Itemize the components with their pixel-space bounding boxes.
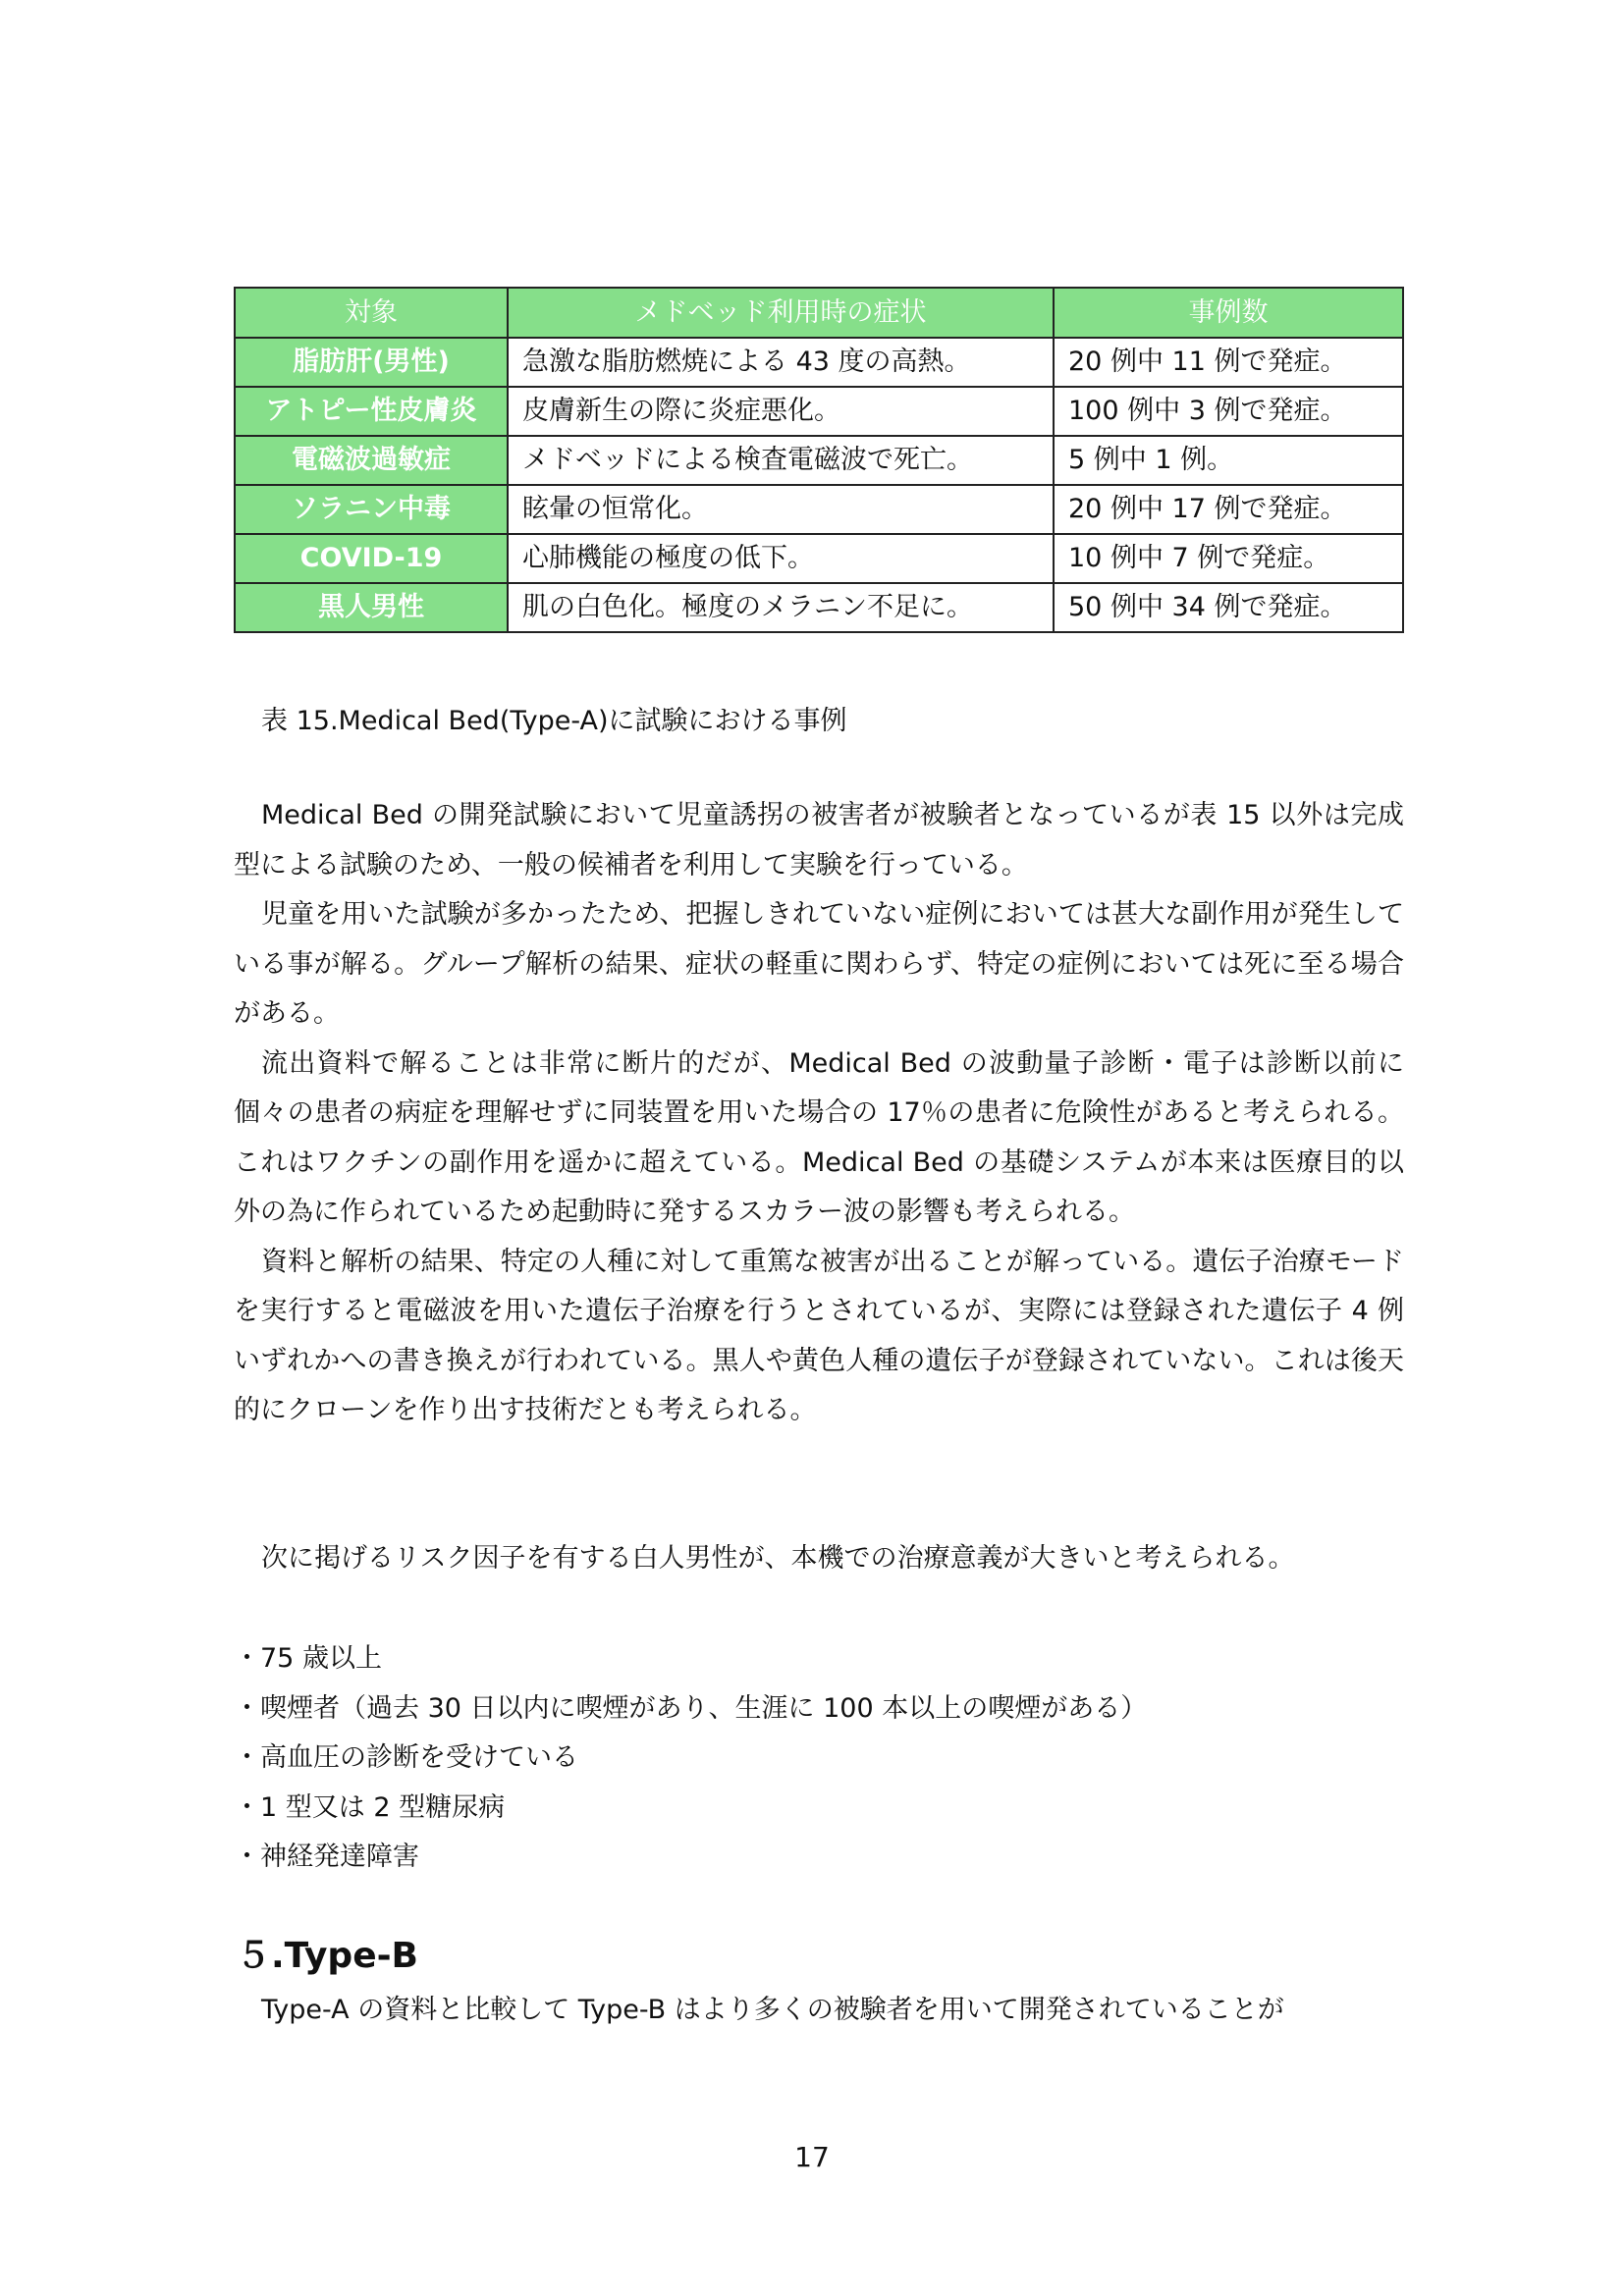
header-subject: 対象 [235,288,508,338]
list-item: ・ 75 歳以上 [234,1634,1147,1684]
row-subject: アトピー性皮膚炎 [235,387,508,436]
paragraph: Type-A の資料と比較して Type-B はより多くの被験者を用いて開発されていることが [261,1995,1284,2025]
row-symptom: 肌の白色化。極度のメラニン不足に。 [508,583,1054,632]
row-symptom: 心肺機能の極度の低下。 [508,534,1054,583]
row-symptom: 眩暈の恒常化。 [508,485,1054,534]
row-subject: 黒人男性 [235,583,508,632]
paragraph: 資料と解析の結果、特定の人種に対して重篤な被害が出ることが解っている。遺伝子治療モードを実行すると電磁波を用いた遺伝子治療を行うとされているが、実際には登録された遺伝子 4 例いずれかへの書き換えが行われている。黒人や黄色人種の遺伝子が登録されていない。これは後天的にクローンを作り出す技術だとも考えられる。 [234,1246,1404,1425]
case-table [234,287,1404,633]
paragraph: 流出資料で解ることは非常に断片的だが、Medical Bed の波動量子診断・電子は診断以前に個々の患者の病症を理解せずに同装置を用いた場合の 17％の患者に危険性があると考えられる。これはワクチンの副作用を遥かに超えている。Medical Bed の基礎システムが本来は医療目的以外の為に作られているため起動時に発するスカラー波の影響も考えられる。 [234,1047,1404,1227]
table-row [235,436,1403,485]
table-row [235,485,1403,534]
paragraph: 次に掲げるリスク因子を有する白人男性が、本機での治療意義が大きいと考えられる。 [261,1543,1295,1574]
body-text [234,791,1404,1436]
list-item: ・ 1 型又は 2 型糖尿病 [234,1784,1147,1834]
paragraph: 児童を用いた試験が多かったため、把握しきれていない症例においては甚大な副作用が発生している事が解る。グループ解析の結果、症状の軽重に関わらず、特定の症例においては死に至る場合がある。 [234,899,1404,1029]
row-subject: ソラニン中毒 [235,485,508,534]
header-count: 事例数 [1054,288,1403,338]
list-item: ・ 喫煙者（過去 30 日以内に喫煙があり、生涯に 100 本以上の喫煙がある） [234,1684,1147,1735]
section-body [234,1986,1404,2036]
page-number: 17 [794,2141,830,2173]
row-subject: 電磁波過敏症 [235,436,508,485]
row-symptom: 皮膚新生の際に炎症悪化。 [508,387,1054,436]
row-count: 20 例中 11 例で発症。 [1054,338,1403,387]
row-symptom: メドベッドによる検査電磁波で死亡。 [508,436,1054,485]
paragraph: Medical Bed の開発試験において児童誘拐の被害者が被験者となっているが表 15 以外は完成型による試験のため、一般の候補者を利用して実験を行っている。 [234,800,1404,881]
table-row [235,338,1403,387]
row-subject: COVID-19 [235,534,508,583]
table-row [235,387,1403,436]
table-row [235,534,1403,583]
row-symptom: 急激な脂肪燃焼による 43 度の高熱。 [508,338,1054,387]
risk-factor-list [234,1634,1147,1883]
row-count: 100 例中 3 例で発症。 [1054,387,1403,436]
row-count: 50 例中 34 例で発症。 [1054,583,1403,632]
row-subject: 脂肪肝(男性) [235,338,508,387]
header-symptom: メドベッド利用時の症状 [508,288,1054,338]
row-count: 5 例中 1 例。 [1054,436,1403,485]
list-item: ・ 神経発達障害 [234,1833,1147,1883]
table-header-row [235,288,1403,338]
table-row [235,583,1403,632]
row-count: 10 例中 7 例で発症。 [1054,534,1403,583]
risk-lead [234,1534,1404,1584]
row-count: 20 例中 17 例で発症。 [1054,485,1403,534]
section-heading: ５.Type-B [236,1936,418,1976]
list-item: ・ 高血圧の診断を受けている [234,1734,1147,1784]
table-caption: 表 15.Medical Bed(Type-A)に試験における事例 [261,706,847,736]
